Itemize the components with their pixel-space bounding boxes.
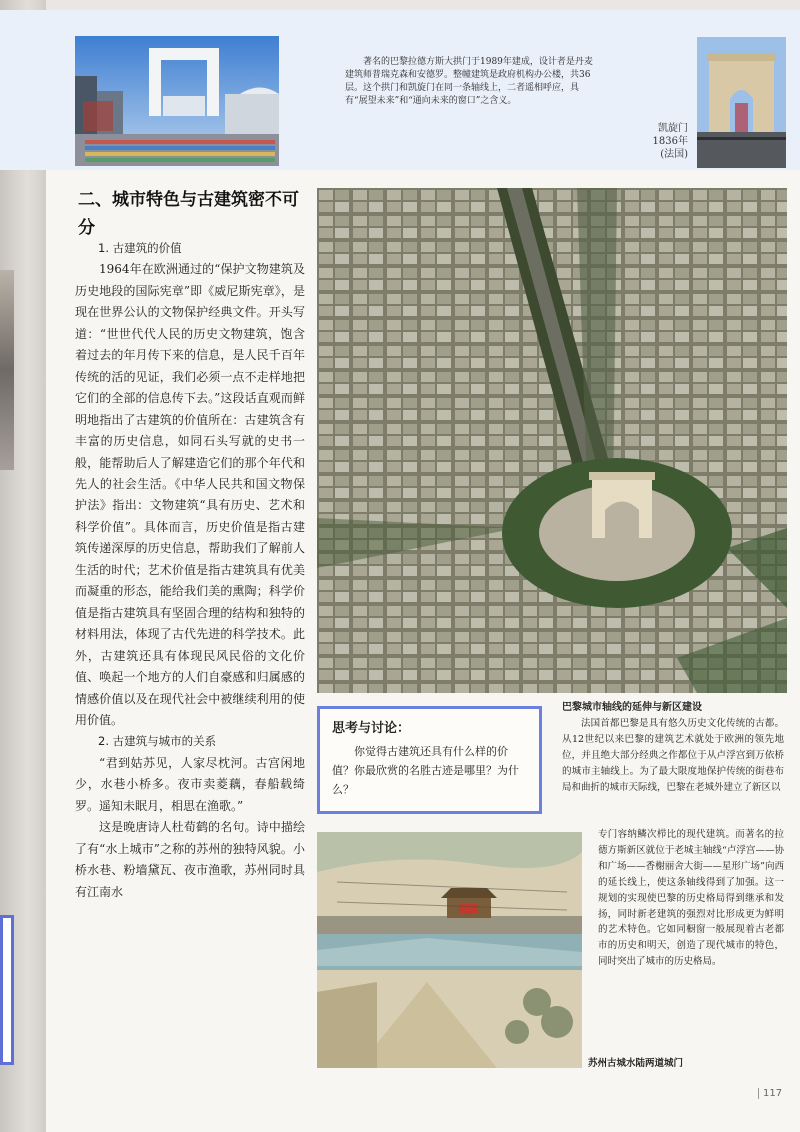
paris-aerial-photo <box>317 188 787 693</box>
arc-caption <box>612 122 688 161</box>
la-defense-photo <box>75 36 279 166</box>
subheading-building-city: 2. 古建筑与城市的关系 <box>98 734 217 749</box>
paris-text-upper <box>562 716 784 796</box>
paragraph-suzhou: 这是晚唐诗人杜荀鹤的名句。诗中描绘了有“水上城市”之称的苏州的独特风貌。小桥水巷、粉墙黛瓦、夜市渔歌，苏州同时具有江南水 <box>75 820 305 899</box>
subheading-building-value: 1. 古建筑的价值 <box>98 241 182 255</box>
poem-quote: “君到姑苏见，人家尽枕河。古宫闲地少，水巷小桥多。夜市卖菱藕，春船载绮罗。遥知未眠月，相思在渔歌。” <box>75 755 305 813</box>
main-text-column <box>75 238 305 903</box>
discussion-title: 思考与讨论： <box>332 721 411 736</box>
suzhou-gate-painting <box>317 832 582 1068</box>
paris-text-lower <box>598 827 784 970</box>
arc-caption-name: 凯旋门 <box>658 123 688 134</box>
paris-paragraph-1: 法国首都巴黎是具有悠久历史文化传统的古都。从12世纪以来巴黎的建筑艺术就处于欧洲的领先地位，并且绝大部分经典之作都位于从卢浮宫到万依桥的城市主轴线上。为了最大限度地保护传统的街巷布局和曲折的城市天际线，巴黎在老城外建立了新区以 <box>562 718 784 793</box>
paragraph-building-value: 1964年在欧洲通过的“保护文物建筑及历史地段的国际宪章”即《威尼斯宪章》，是现在世界公认的文物保护经典文件。开头写道：“世世代代人民的历史文物建筑，饱含着过去的年月传下来的信息，是人民千百年传统的活的见证，我们必须一点不走样地把它们的全部的信息传下去。”这段话直观而鲜明地指出了古建筑的价值所在：古建筑含有丰富的历史信息，如同石头写就的史书一般，能帮助后人了解建造它们的那个年代和先人的社会生活。《中华人民共和国文物保护法》指出：文物建筑“具有历史、艺术和科学价值”。具体而言，历史价值是指古建筑传递深厚的历史信息，帮助我们了解前人生活的时代；艺术价值是指古建筑具有优美而凝重的形态，能给我们美的熏陶；科学价值是指古建筑具有坚固合理的结构和独特的材料用法，体现了古代先进的科学技术。此外，古建筑还具有体现民风民俗的文化价值、唤起一个地方的人们自豪感和归属感的情感价值以及在现代社会中被继续利用的使用价值。 <box>75 262 305 727</box>
discussion-box <box>317 706 542 814</box>
paris-aerial-caption: 巴黎城市轴线的延伸与新区建设 <box>562 702 702 713</box>
discussion-question: 你觉得古建筑还具有什么样的价值？你最欣赏的名胜古迹是哪里？为什么？ <box>332 745 519 796</box>
arc-caption-year: 1836年 <box>652 136 688 147</box>
prev-page-photo-strip <box>0 270 14 470</box>
page-number: 117 <box>758 1088 782 1099</box>
section-heading: 二、城市特色与古建筑密不可分 <box>78 190 299 238</box>
la-defense-caption: 著名的巴黎拉德方斯大拱门于1989年建成，设计者是丹麦建筑师普瑞克森和安德罗。整幢建筑是政府机构办公楼，共36层。这个拱门和凯旋门在同一条轴线上，二者遥相呼应，具有“展望未来”和“通向未来的窗口”之含义。 <box>345 57 593 106</box>
suzhou-caption: 苏州古城水陆两道城门 <box>588 1058 684 1069</box>
prev-page-box-strip <box>0 915 14 1065</box>
arc-caption-country: (法国) <box>660 149 688 160</box>
arc-de-triomphe-photo <box>697 37 786 168</box>
paris-paragraph-2: 专门容纳鳞次栉比的现代建筑。而著名的拉德方斯新区就位于老城主轴线“卢浮宫——协和广场——香榭丽舍大街——星形广场”向西的延长线上，使这条轴线得到了加强。这一规划的实现使巴黎的历史格局得到继承和发扬，同时新老建筑的强烈对比形成更为鲜明的艺术特色。它如同橱窗一般展现着古老都市的历史和明天，创造了现代城市的特色，同时突出了城市的历史格局。 <box>598 829 784 968</box>
